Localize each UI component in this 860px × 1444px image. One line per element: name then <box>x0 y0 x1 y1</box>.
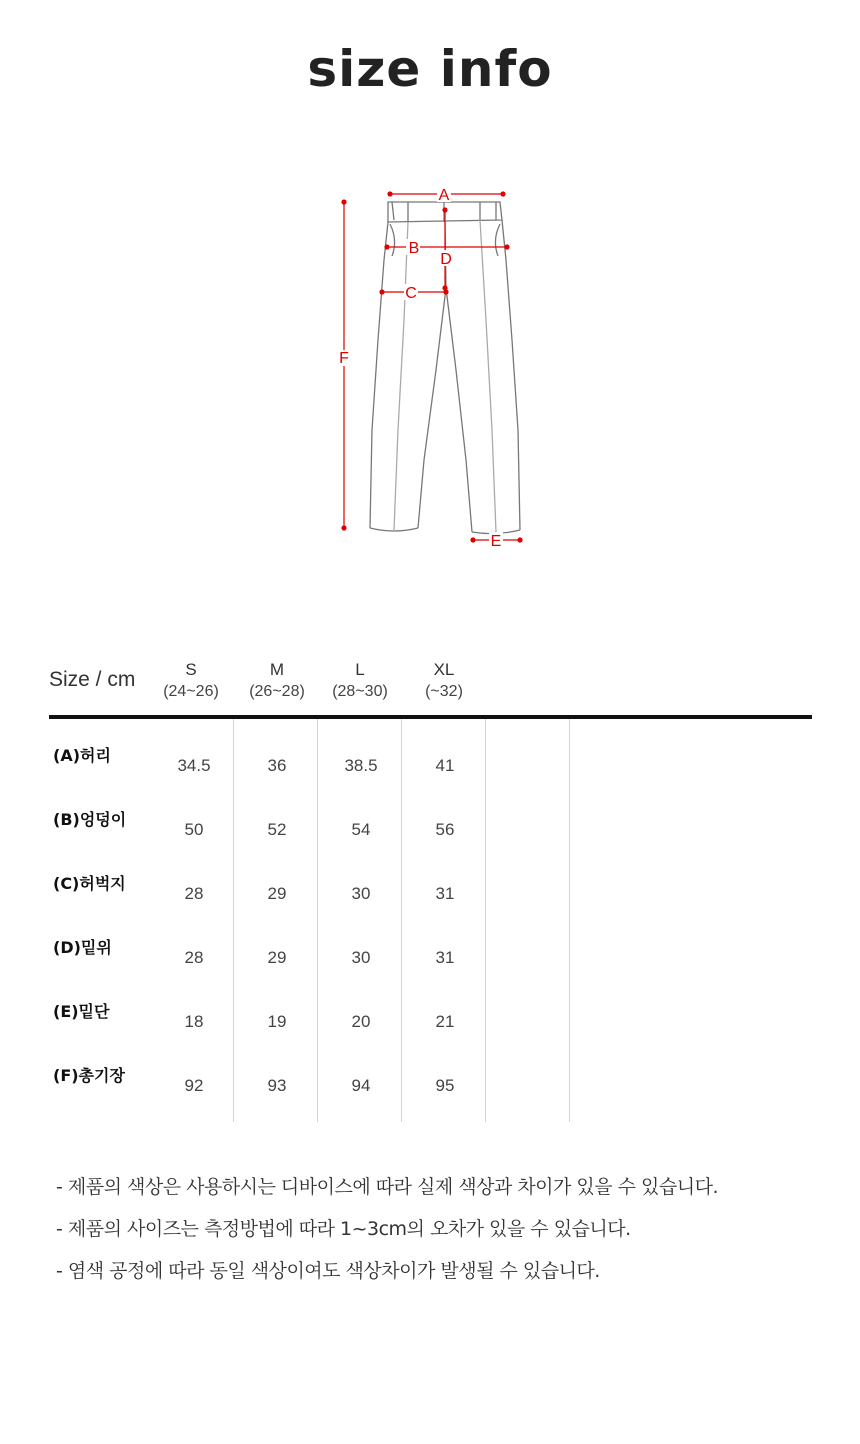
table-row: (B)엉덩이 50 52 54 56 <box>53 810 455 839</box>
table-row: (C)허벅지 28 29 30 31 <box>53 874 455 903</box>
label-f: F <box>339 350 349 367</box>
size-table-header <box>49 655 812 717</box>
notice-list <box>56 1168 836 1294</box>
column-header-s: S (24~26) <box>163 660 219 700</box>
left-pocket <box>390 224 395 256</box>
label-e: E <box>490 533 502 550</box>
table-row: (A)허리 34.5 36 38.5 41 <box>53 746 455 775</box>
label-d: D <box>440 251 452 268</box>
right-inseam <box>446 288 472 532</box>
table-row: (D)밑위 28 29 30 31 <box>53 938 455 967</box>
notice-item: - 제품의 색상은 사용하시는 디바이스에 따라 실제 색상과 차이가 있을 수 있습니다. <box>56 1176 719 1198</box>
notice-item: - 제품의 사이즈는 측정방법에 따라 1~3cm의 오차가 있을 수 있습니다. <box>56 1218 631 1240</box>
size-unit-label: Size / cm <box>49 668 136 691</box>
left-leg-outer <box>370 222 388 528</box>
size-table <box>49 655 812 1095</box>
column-header-l: L (28~30) <box>332 660 388 700</box>
notice-item: - 염색 공정에 따라 동일 색상이여도 색상차이가 발생될 수 있습니다. <box>56 1260 600 1282</box>
page-title: size info <box>307 40 553 98</box>
label-b: B <box>408 240 420 257</box>
column-header-xl: XL (~32) <box>425 660 463 700</box>
pants-measurement-diagram <box>320 180 560 560</box>
column-header-m: M (26~28) <box>249 660 305 700</box>
table-row: (F)총기장 92 93 94 95 <box>53 1066 455 1095</box>
right-leg-outer <box>502 220 520 530</box>
right-pocket <box>495 224 500 256</box>
table-row: (E)밑단 18 19 20 21 <box>53 1002 455 1031</box>
right-crease <box>480 220 496 532</box>
label-c: C <box>405 285 417 302</box>
left-crease <box>394 222 408 530</box>
pants-illustration <box>320 180 560 560</box>
label-a: A <box>438 187 450 204</box>
size-table-body <box>49 719 812 1122</box>
